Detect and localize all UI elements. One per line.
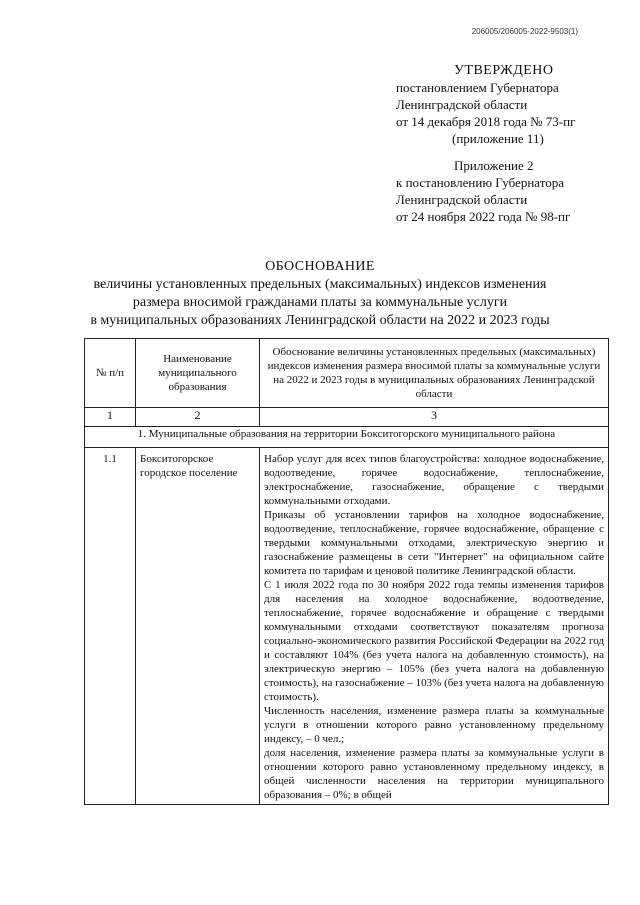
annex-title: Приложение 2 xyxy=(454,158,534,173)
annex-line: Ленинградской области xyxy=(396,192,528,207)
annex-line: от 24 ноября 2022 года № 98-пг xyxy=(396,209,571,224)
heading-line: величины установленных предельных (максимальных) индексов изменения xyxy=(93,277,547,292)
header-number: № п/п xyxy=(85,339,136,408)
annex-line: к постановлению Губернатора xyxy=(396,175,565,190)
approval-appendix-note: (приложение 11) xyxy=(452,131,544,146)
document-registration-id: 206005/206005-2022-9503(1) xyxy=(471,27,578,36)
approval-line: от 14 декабря 2018 года № 73-пг xyxy=(396,114,576,129)
heading-line: в муниципальных образованиях Ленинградской области на 2022 и 2023 годы xyxy=(90,313,550,328)
heading-title: ОБОСНОВАНИЕ xyxy=(265,259,375,274)
approval-line: постановлением Губернатора xyxy=(396,80,559,95)
document-heading xyxy=(70,258,570,330)
approval-title: УТВЕРЖДЕНО xyxy=(454,63,554,78)
section-row xyxy=(85,427,609,448)
justification-paragraph: Приказы об установлении тарифов на холодное водоснабжение, водоотведение, теплоснабжение, горячее водоснабжение, обращение с твердыми коммунальными отходами, электрическую энергию и газоснабжение размещены в сети "Интернет" на официальном сайте комитета по тарифам и ценовой политике Ленинградской области. xyxy=(264,509,604,577)
justification-paragraph: С 1 июля 2022 года по 30 ноября 2022 года темпы изменения тарифов для населения на холодное водоснабжение, водоотведение, теплоснабжение, горячее водоснабжение и обращение с твердыми коммунальными отходами соответствуют показателям прогноза социально-экономического развития Российской Федерации на 2022 год и составляют 104% (без учета налога на добавленную стоимость), на электрическую энергию – 105% (без учета налога на добавленную стоимость), на газоснабжение – 103% (без учета налога на добавленную стоимость). xyxy=(264,579,604,703)
row-municipality-name: Бокситогорское городское поселение xyxy=(136,448,260,805)
column-number-row xyxy=(85,408,609,427)
approval-line: Ленинградской области xyxy=(396,97,528,112)
header-municipality: Наименование муниципального образования xyxy=(136,339,260,408)
row-number: 1.1 xyxy=(85,448,136,805)
column-number: 3 xyxy=(260,408,609,427)
approval-stamp-block xyxy=(396,62,636,147)
header-justification: Обоснование величины установленных предельных (максимальных) индексов изменения размера вносимой платы за коммунальные услуги на 2022 и 2023 годы в муниципальных образованиях Ленинградской области xyxy=(260,339,609,408)
table-header-row xyxy=(85,339,609,408)
justification-paragraph: доля населения, изменение размера платы за коммунальные услуги в отношении которого равно установленному предельному индексу, в общей численности населения на территории муниципального образования – 0%; в общей xyxy=(264,747,604,801)
annex-block xyxy=(396,157,636,225)
column-number: 2 xyxy=(136,408,260,427)
justification-paragraph: Численность населения, изменение размера платы за коммунальные услуги в отношении которого равно установленному предельному индексу, – 0 чел.; xyxy=(264,705,604,745)
column-number: 1 xyxy=(85,408,136,427)
justification-paragraph: Набор услуг для всех типов благоустройства: холодное водоснабжение, водоотведение, горячее водоснабжение, теплоснабжение, электроснабжение, газоснабжение, обращение с твердыми коммунальными отходами. xyxy=(264,453,604,507)
heading-line: размера вносимой гражданами платы за коммунальные услуги xyxy=(132,295,508,310)
table-row xyxy=(85,448,609,805)
row-justification xyxy=(260,448,609,805)
justification-table xyxy=(84,338,609,805)
section-title: 1. Муниципальные образования на территории Бокситогорского муниципального района xyxy=(85,427,609,448)
